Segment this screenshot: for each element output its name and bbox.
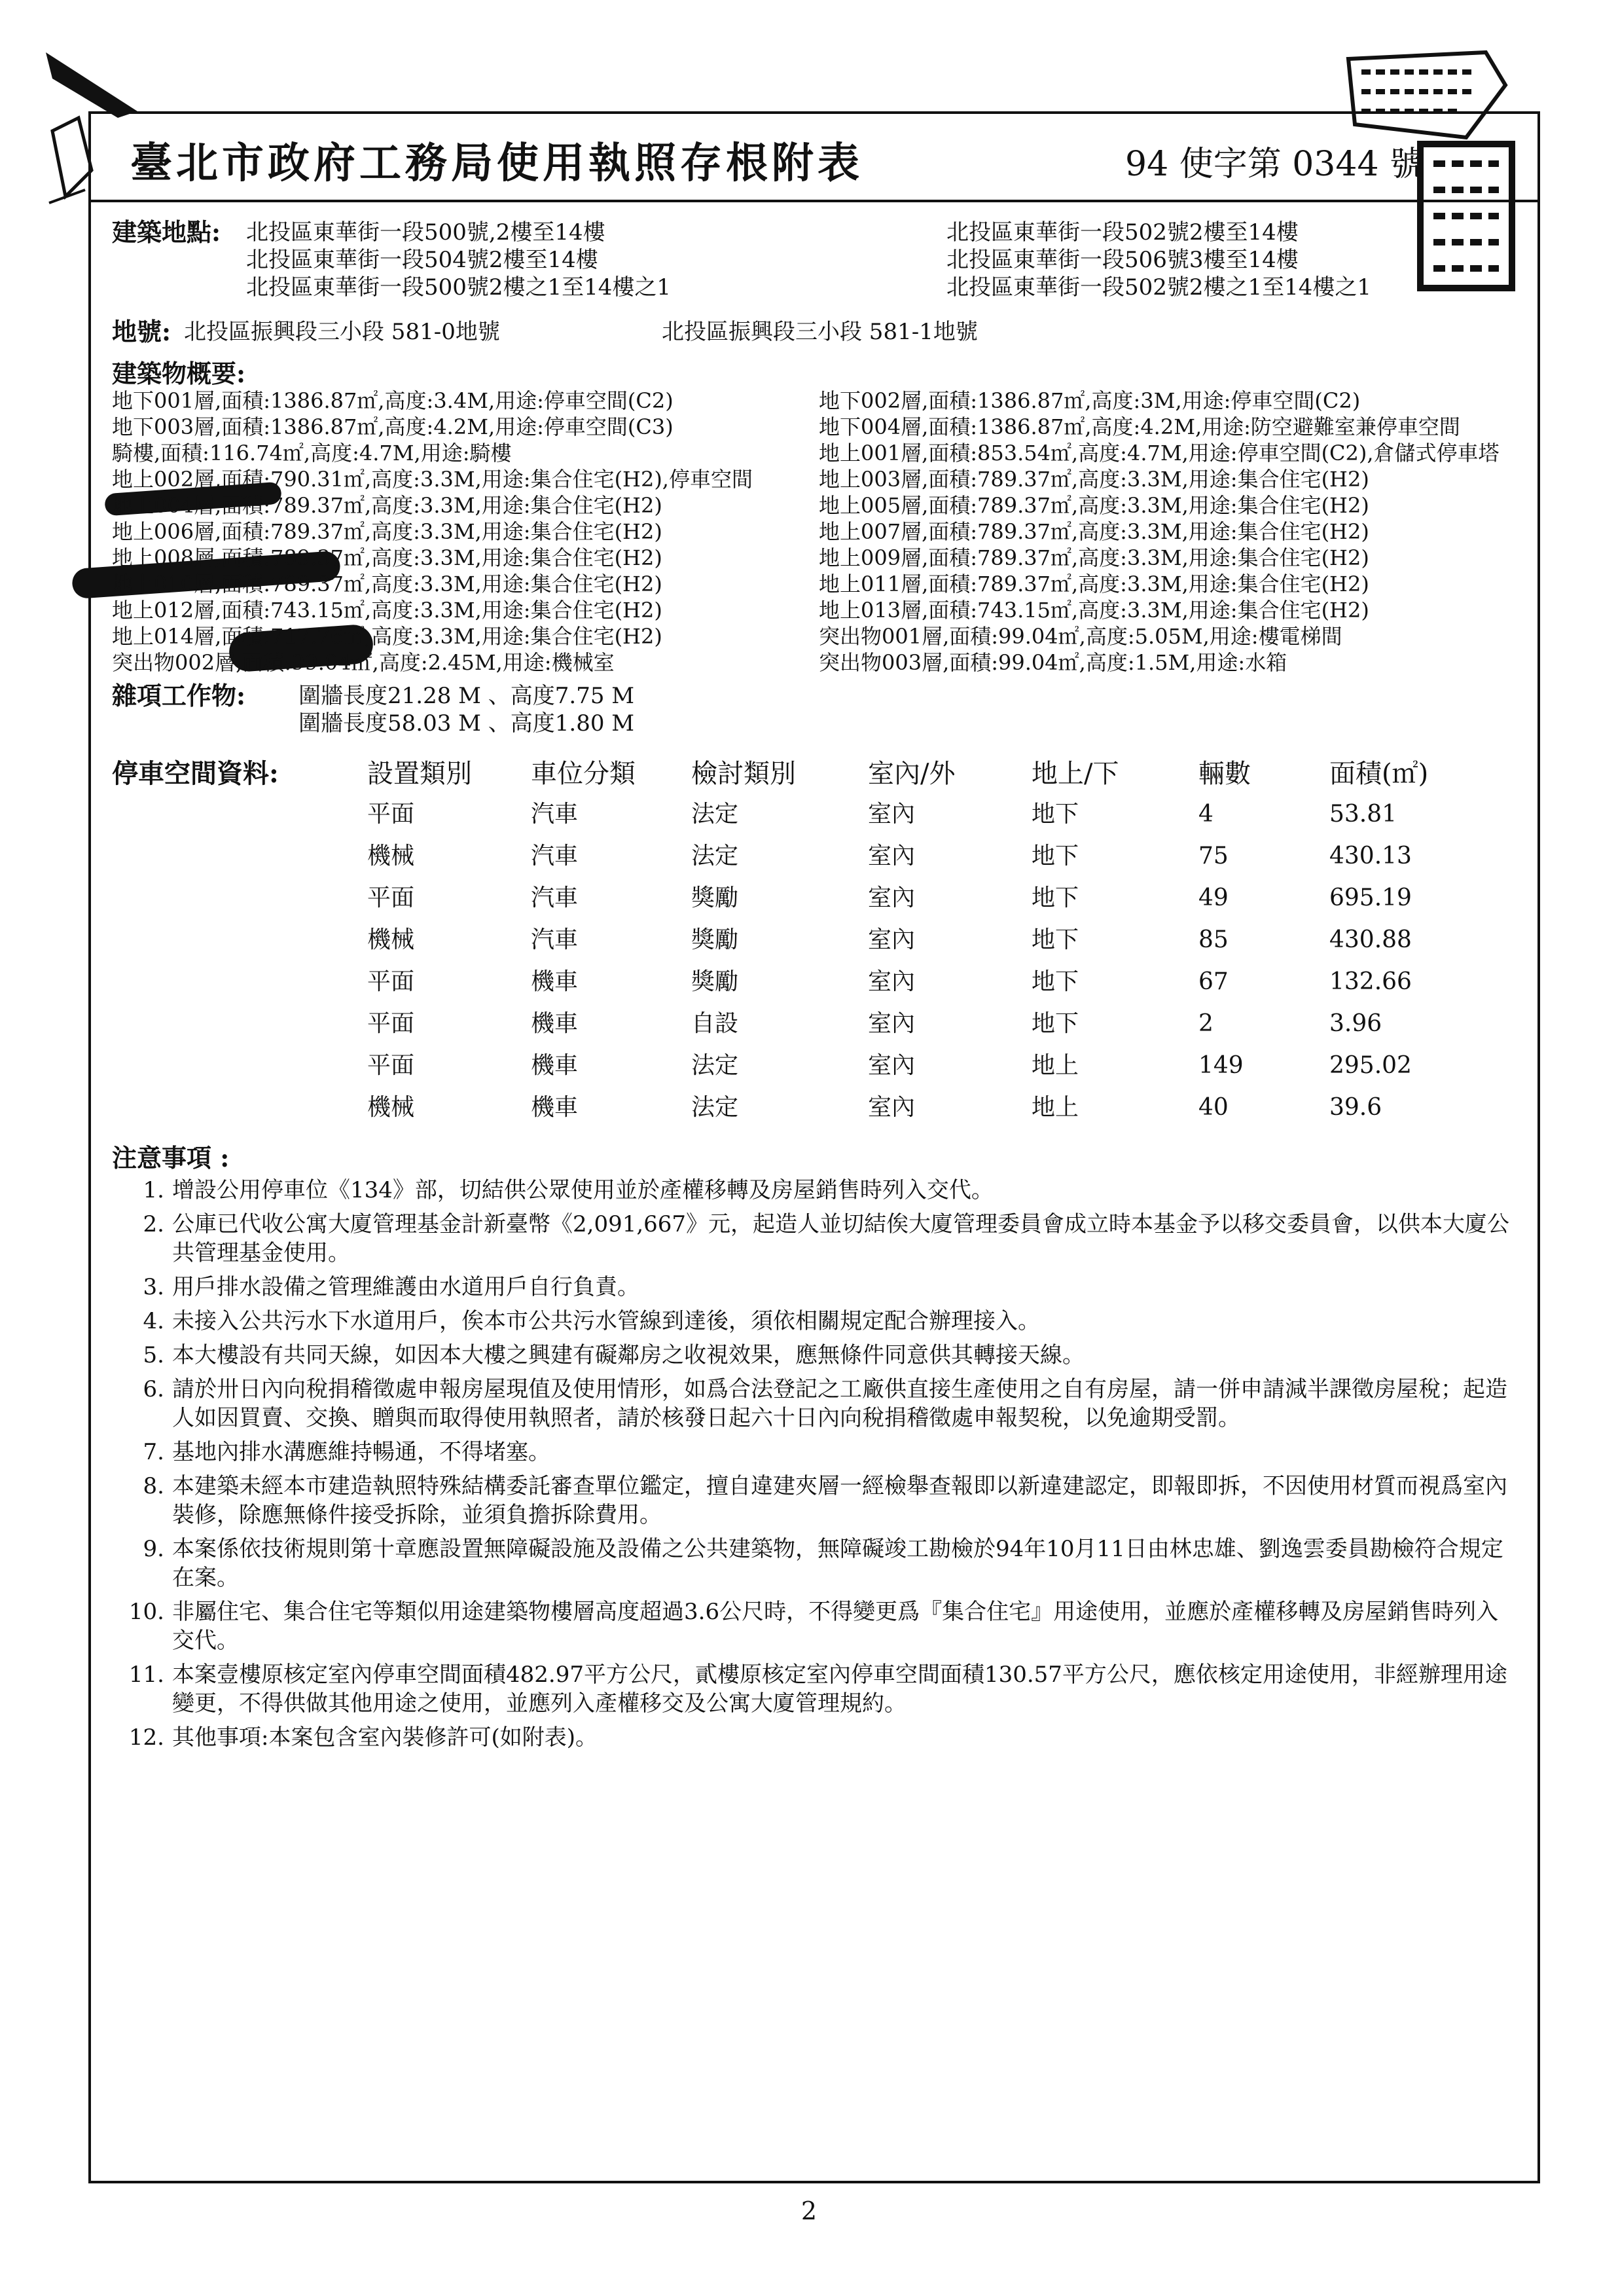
- summary-item: 地上002層,面積:790.31㎡,高度:3.3M,用途:集合住宅(H2),停車空間: [112, 467, 753, 492]
- note-text: 本案係依技術規則第十章應設置無障礙設施及設備之公共建築物，無障礙竣工勘檢於94年10月11日由林忠雄、劉逸雲委員勘檢符合規定在案。: [172, 1536, 1503, 1591]
- parking-cell: 695.19: [1329, 884, 1412, 911]
- summary-item: 地上012層,面積:743.15㎡,高度:3.3M,用途:集合住宅(H2): [112, 598, 662, 623]
- summary-item: 地下001層,面積:1386.87㎡,高度:3.4M,用途:停車空間(C2): [112, 388, 674, 413]
- parking-col-header: 檢討類別: [691, 759, 796, 789]
- note-item: [112, 1210, 1526, 1267]
- notes-section: [112, 1144, 1526, 1752]
- note-text: 非屬住宅、集合住宅等類似用途建築物樓層高度超過3.6公尺時，不得變更爲『集合住宅』用途使用，並應於產權移轉及房屋銷售時列入交代。: [172, 1599, 1499, 1654]
- notes-list: [112, 1176, 1526, 1752]
- parking-cell: 67: [1198, 968, 1229, 995]
- misc-works-section: [112, 682, 1526, 737]
- lot-section: [112, 318, 1526, 346]
- parking-cell: 地下: [1032, 1010, 1079, 1037]
- address-section: [112, 219, 1526, 301]
- summary-item: 地上014層,面積:717.76㎡,高度:3.3M,用途:集合住宅(H2): [112, 624, 662, 649]
- parking-cell: 室內: [868, 1094, 916, 1121]
- address-label: 建築地點:: [112, 217, 221, 247]
- parking-cell: 機車: [531, 1010, 579, 1037]
- summary-item: 地上004層,面積:789.37㎡,高度:3.3M,用途:集合住宅(H2): [112, 493, 662, 518]
- note-item: [112, 1375, 1526, 1432]
- note-item: [112, 1438, 1526, 1467]
- note-number: 10.: [128, 1599, 164, 1625]
- parking-cell: 39.6: [1329, 1094, 1382, 1121]
- note-item: [112, 1307, 1526, 1336]
- summary-item: 地上003層,面積:789.37㎡,高度:3.3M,用途:集合住宅(H2): [819, 467, 1369, 492]
- parking-cell: 132.66: [1329, 968, 1412, 995]
- summary-item: 地下003層,面積:1386.87㎡,高度:4.2M,用途:停車空間(C3): [112, 414, 674, 439]
- parking-cell: 機械: [367, 926, 415, 953]
- note-item: [112, 1535, 1526, 1592]
- parking-cell: 汽車: [531, 801, 579, 828]
- note-number: 3.: [143, 1274, 164, 1300]
- lot-value: 北投區振興段三小段 581-1地號: [662, 319, 978, 345]
- note-number: 8.: [143, 1473, 164, 1499]
- summary-item: 地上007層,面積:789.37㎡,高度:3.3M,用途:集合住宅(H2): [819, 519, 1369, 544]
- parking-cell: 獎勵: [691, 968, 739, 995]
- note-number: 12.: [128, 1724, 164, 1751]
- parking-col-header: 車位分類: [531, 759, 636, 789]
- parking-cell: 室內: [868, 968, 916, 995]
- parking-cell: 地下: [1032, 801, 1079, 828]
- lot-label: 地號:: [112, 317, 171, 346]
- parking-cell: 法定: [691, 843, 739, 869]
- parking-cell: 室內: [868, 843, 916, 869]
- note-number: 6.: [143, 1376, 164, 1402]
- note-item: [112, 1273, 1526, 1302]
- note-item: [112, 1597, 1526, 1655]
- summary-item: 地上005層,面積:789.37㎡,高度:3.3M,用途:集合住宅(H2): [819, 493, 1369, 518]
- parking-cell: 地上: [1032, 1052, 1079, 1079]
- address-line: 北投區東華街一段504號2樓至14樓: [246, 247, 598, 273]
- parking-cell: 地上: [1032, 1094, 1079, 1121]
- parking-row: [367, 961, 1526, 1003]
- parking-cell: 法定: [691, 1094, 739, 1121]
- misc-label: 雜項工作物:: [112, 681, 246, 710]
- note-number: 9.: [143, 1536, 164, 1562]
- note-item: [112, 1341, 1526, 1370]
- note-text: 增設公用停車位《134》部，切結供公眾使用並於產權移轉及房屋銷售時列入交代。: [172, 1177, 994, 1203]
- parking-cell: 85: [1198, 926, 1229, 953]
- parking-cell: 3.96: [1329, 1010, 1382, 1037]
- summary-item: 地上009層,面積:789.37㎡,高度:3.3M,用途:集合住宅(H2): [819, 545, 1369, 570]
- address-line: 北投區東華街一段500號2樓之1至14樓之1: [246, 274, 672, 301]
- misc-item: 圍牆長度21.28 M 、高度7.75 M: [298, 683, 635, 709]
- parking-cell: 室內: [868, 801, 916, 828]
- summary-item: 地上008層,面積:789.37㎡,高度:3.3M,用途:集合住宅(H2): [112, 545, 662, 570]
- parking-row: [367, 835, 1526, 877]
- note-text: 公庫已代收公寓大廈管理基金計新臺幣《2,091,667》元，起造人並切結俟大廈管理委員會成立時本基金予以移交委員會，以供本大廈公共管理基金使用。: [172, 1211, 1510, 1266]
- document-header: [91, 114, 1537, 202]
- parking-row: [367, 877, 1526, 919]
- parking-cell: 室內: [868, 884, 916, 911]
- parking-cell: 75: [1198, 843, 1229, 869]
- parking-cell: 149: [1198, 1052, 1244, 1079]
- parking-cell: 自設: [691, 1010, 739, 1037]
- note-item: [112, 1472, 1526, 1529]
- parking-cell: 機車: [531, 1094, 579, 1121]
- summary-item: 地上001層,面積:853.54㎡,高度:4.7M,用途:停車空間(C2),倉儲式停車塔: [819, 441, 1500, 465]
- parking-cell: 機械: [367, 1094, 415, 1121]
- parking-cell: 獎勵: [691, 884, 739, 911]
- parking-cell: 49: [1198, 884, 1229, 911]
- note-number: 5.: [143, 1342, 164, 1368]
- parking-cell: 獎勵: [691, 926, 739, 953]
- address-line: 北投區東華街一段500號,2樓至14樓: [246, 219, 605, 246]
- parking-cell: 汽車: [531, 843, 579, 869]
- note-item: [112, 1660, 1526, 1718]
- summary-item: 突出物002層,面積:99.04㎡,高度:2.45M,用途:機械室: [112, 650, 615, 675]
- parking-cell: 機械: [367, 843, 415, 869]
- parking-header-row: [112, 754, 1526, 793]
- page-number: 2: [800, 2196, 818, 2225]
- document-title: 臺北市政府工務局使用執照存根附表: [130, 139, 863, 188]
- parking-cell: 室內: [868, 1052, 916, 1079]
- parking-cell: 地下: [1032, 968, 1079, 995]
- document-frame: [88, 111, 1540, 2183]
- parking-col-header: 面積(㎡): [1329, 759, 1429, 789]
- address-line: 北投區東華街一段506號3樓至14樓: [946, 247, 1299, 273]
- parking-cell: 295.02: [1329, 1052, 1412, 1079]
- note-number: 4.: [143, 1308, 164, 1334]
- summary-item: 騎樓,面積:116.74㎡,高度:4.7M,用途:騎樓: [112, 441, 512, 465]
- summary-item: 地下002層,面積:1386.87㎡,高度:3M,用途:停車空間(C2): [819, 388, 1361, 413]
- note-number: 11.: [128, 1662, 164, 1688]
- parking-cell: 430.88: [1329, 926, 1412, 953]
- parking-cell: 平面: [367, 968, 415, 995]
- parking-cell: 平面: [367, 801, 415, 828]
- parking-col-header: 輛數: [1198, 759, 1251, 789]
- parking-cell: 室內: [868, 926, 916, 953]
- summary-item: 突出物001層,面積:99.04㎡,高度:5.05M,用途:樓電梯間: [819, 624, 1342, 649]
- note-number: 2.: [143, 1211, 164, 1237]
- summary-label: 建築物概要:: [112, 359, 246, 388]
- parking-cell: 地下: [1032, 884, 1079, 911]
- parking-cell: 4: [1198, 801, 1214, 828]
- parking-cell: 平面: [367, 1052, 415, 1079]
- parking-cell: 地下: [1032, 843, 1079, 869]
- parking-cell: 汽車: [531, 884, 579, 911]
- notes-label: 注意事項 :: [112, 1143, 230, 1173]
- document-body: [112, 219, 1526, 1757]
- summary-item: 地上006層,面積:789.37㎡,高度:3.3M,用途:集合住宅(H2): [112, 519, 662, 544]
- parking-cell: 法定: [691, 801, 739, 828]
- note-text: 本大樓設有共同天線，如因本大樓之興建有礙鄰房之收視效果，應無條件同意供其轉接天線。: [172, 1342, 1085, 1368]
- parking-cell: 汽車: [531, 926, 579, 953]
- note-item: [112, 1176, 1526, 1205]
- parking-cell: 53.81: [1329, 801, 1397, 828]
- misc-item: 圍牆長度58.03 M 、高度1.80 M: [298, 710, 635, 737]
- address-line: 北投區東華街一段502號2樓至14樓: [946, 219, 1299, 246]
- parking-cell: 平面: [367, 1010, 415, 1037]
- parking-row: [367, 793, 1526, 835]
- lot-value: 北投區振興段三小段 581-0地號: [184, 319, 500, 345]
- parking-cell: 40: [1198, 1094, 1229, 1121]
- parking-row: [367, 1087, 1526, 1129]
- note-text: 其他事項:本案包含室內裝修許可(如附表)。: [172, 1724, 598, 1751]
- parking-cell: 平面: [367, 884, 415, 911]
- parking-col-header: 設置類別: [367, 759, 472, 789]
- note-number: 7.: [143, 1439, 164, 1465]
- summary-item: 地上013層,面積:743.15㎡,高度:3.3M,用途:集合住宅(H2): [819, 598, 1369, 623]
- parking-cell: 430.13: [1329, 843, 1412, 869]
- note-number: 1.: [143, 1177, 164, 1203]
- parking-col-header: 室內/外: [868, 759, 956, 789]
- address-line: 北投區東華街一段502號2樓之1至14樓之1: [946, 274, 1372, 301]
- parking-cell: 機車: [531, 968, 579, 995]
- summary-item: 地下004層,面積:1386.87㎡,高度:4.2M,用途:防空避難室兼停車空間: [819, 414, 1460, 439]
- note-text: 用戶排水設備之管理維護由水道用戶自行負責。: [172, 1274, 639, 1300]
- parking-table-body: [367, 793, 1526, 1129]
- building-summary: [112, 388, 1526, 676]
- note-item: [112, 1723, 1526, 1752]
- parking-row: [367, 1045, 1526, 1087]
- parking-label: 停車空間資料:: [112, 758, 279, 789]
- parking-row: [367, 1003, 1526, 1045]
- summary-item: 突出物003層,面積:99.04㎡,高度:1.5M,用途:水箱: [819, 650, 1287, 675]
- permit-number: 94 使字第 0344 號: [1125, 145, 1424, 184]
- summary-item: 地上011層,面積:789.37㎡,高度:3.3M,用途:集合住宅(H2): [819, 572, 1369, 596]
- parking-cell: 室內: [868, 1010, 916, 1037]
- parking-row: [367, 919, 1526, 961]
- parking-cell: 2: [1198, 1010, 1214, 1037]
- parking-section: [112, 754, 1526, 1129]
- note-text: 未接入公共污水下水道用戶，俟本市公共污水管線到達後，須依相關規定配合辦理接入。: [172, 1308, 1040, 1334]
- note-text: 本建築未經本市建造執照特殊結構委託審查單位鑑定，擅自違建夾層一經檢舉查報即以新違建認定，即報即拆，不因使用材質而視爲室內裝修，除應無條件接受拆除，並須負擔拆除費用。: [172, 1473, 1507, 1528]
- summary-item: 地上010層,面積:789.37㎡,高度:3.3M,用途:集合住宅(H2): [112, 572, 662, 596]
- note-text: 本案壹樓原核定室內停車空間面積482.97平方公尺，貳樓原核定室內停車空間面積130.57平方公尺，應依核定用途使用，非經辦理用途變更，不得供做其他用途之使用，並應列入產權移交及公寓大廈管理規約。: [172, 1662, 1507, 1717]
- note-text: 請於卅日內向稅捐稽徵處申報房屋現值及使用情形，如爲合法登記之工廠供直接生產使用之自有房屋，請一併申請減半課徵房屋稅；起造人如因買賣、交換、贈與而取得使用執照者，請於核發日起六十日內向稅捐稽徵處申報契稅，以免逾期受罰。: [172, 1376, 1507, 1431]
- parking-cell: 機車: [531, 1052, 579, 1079]
- parking-col-header: 地上/下: [1032, 759, 1119, 789]
- parking-cell: 法定: [691, 1052, 739, 1079]
- note-text: 基地內排水溝應維持暢通，不得堵塞。: [172, 1439, 550, 1465]
- parking-cell: 地下: [1032, 926, 1079, 953]
